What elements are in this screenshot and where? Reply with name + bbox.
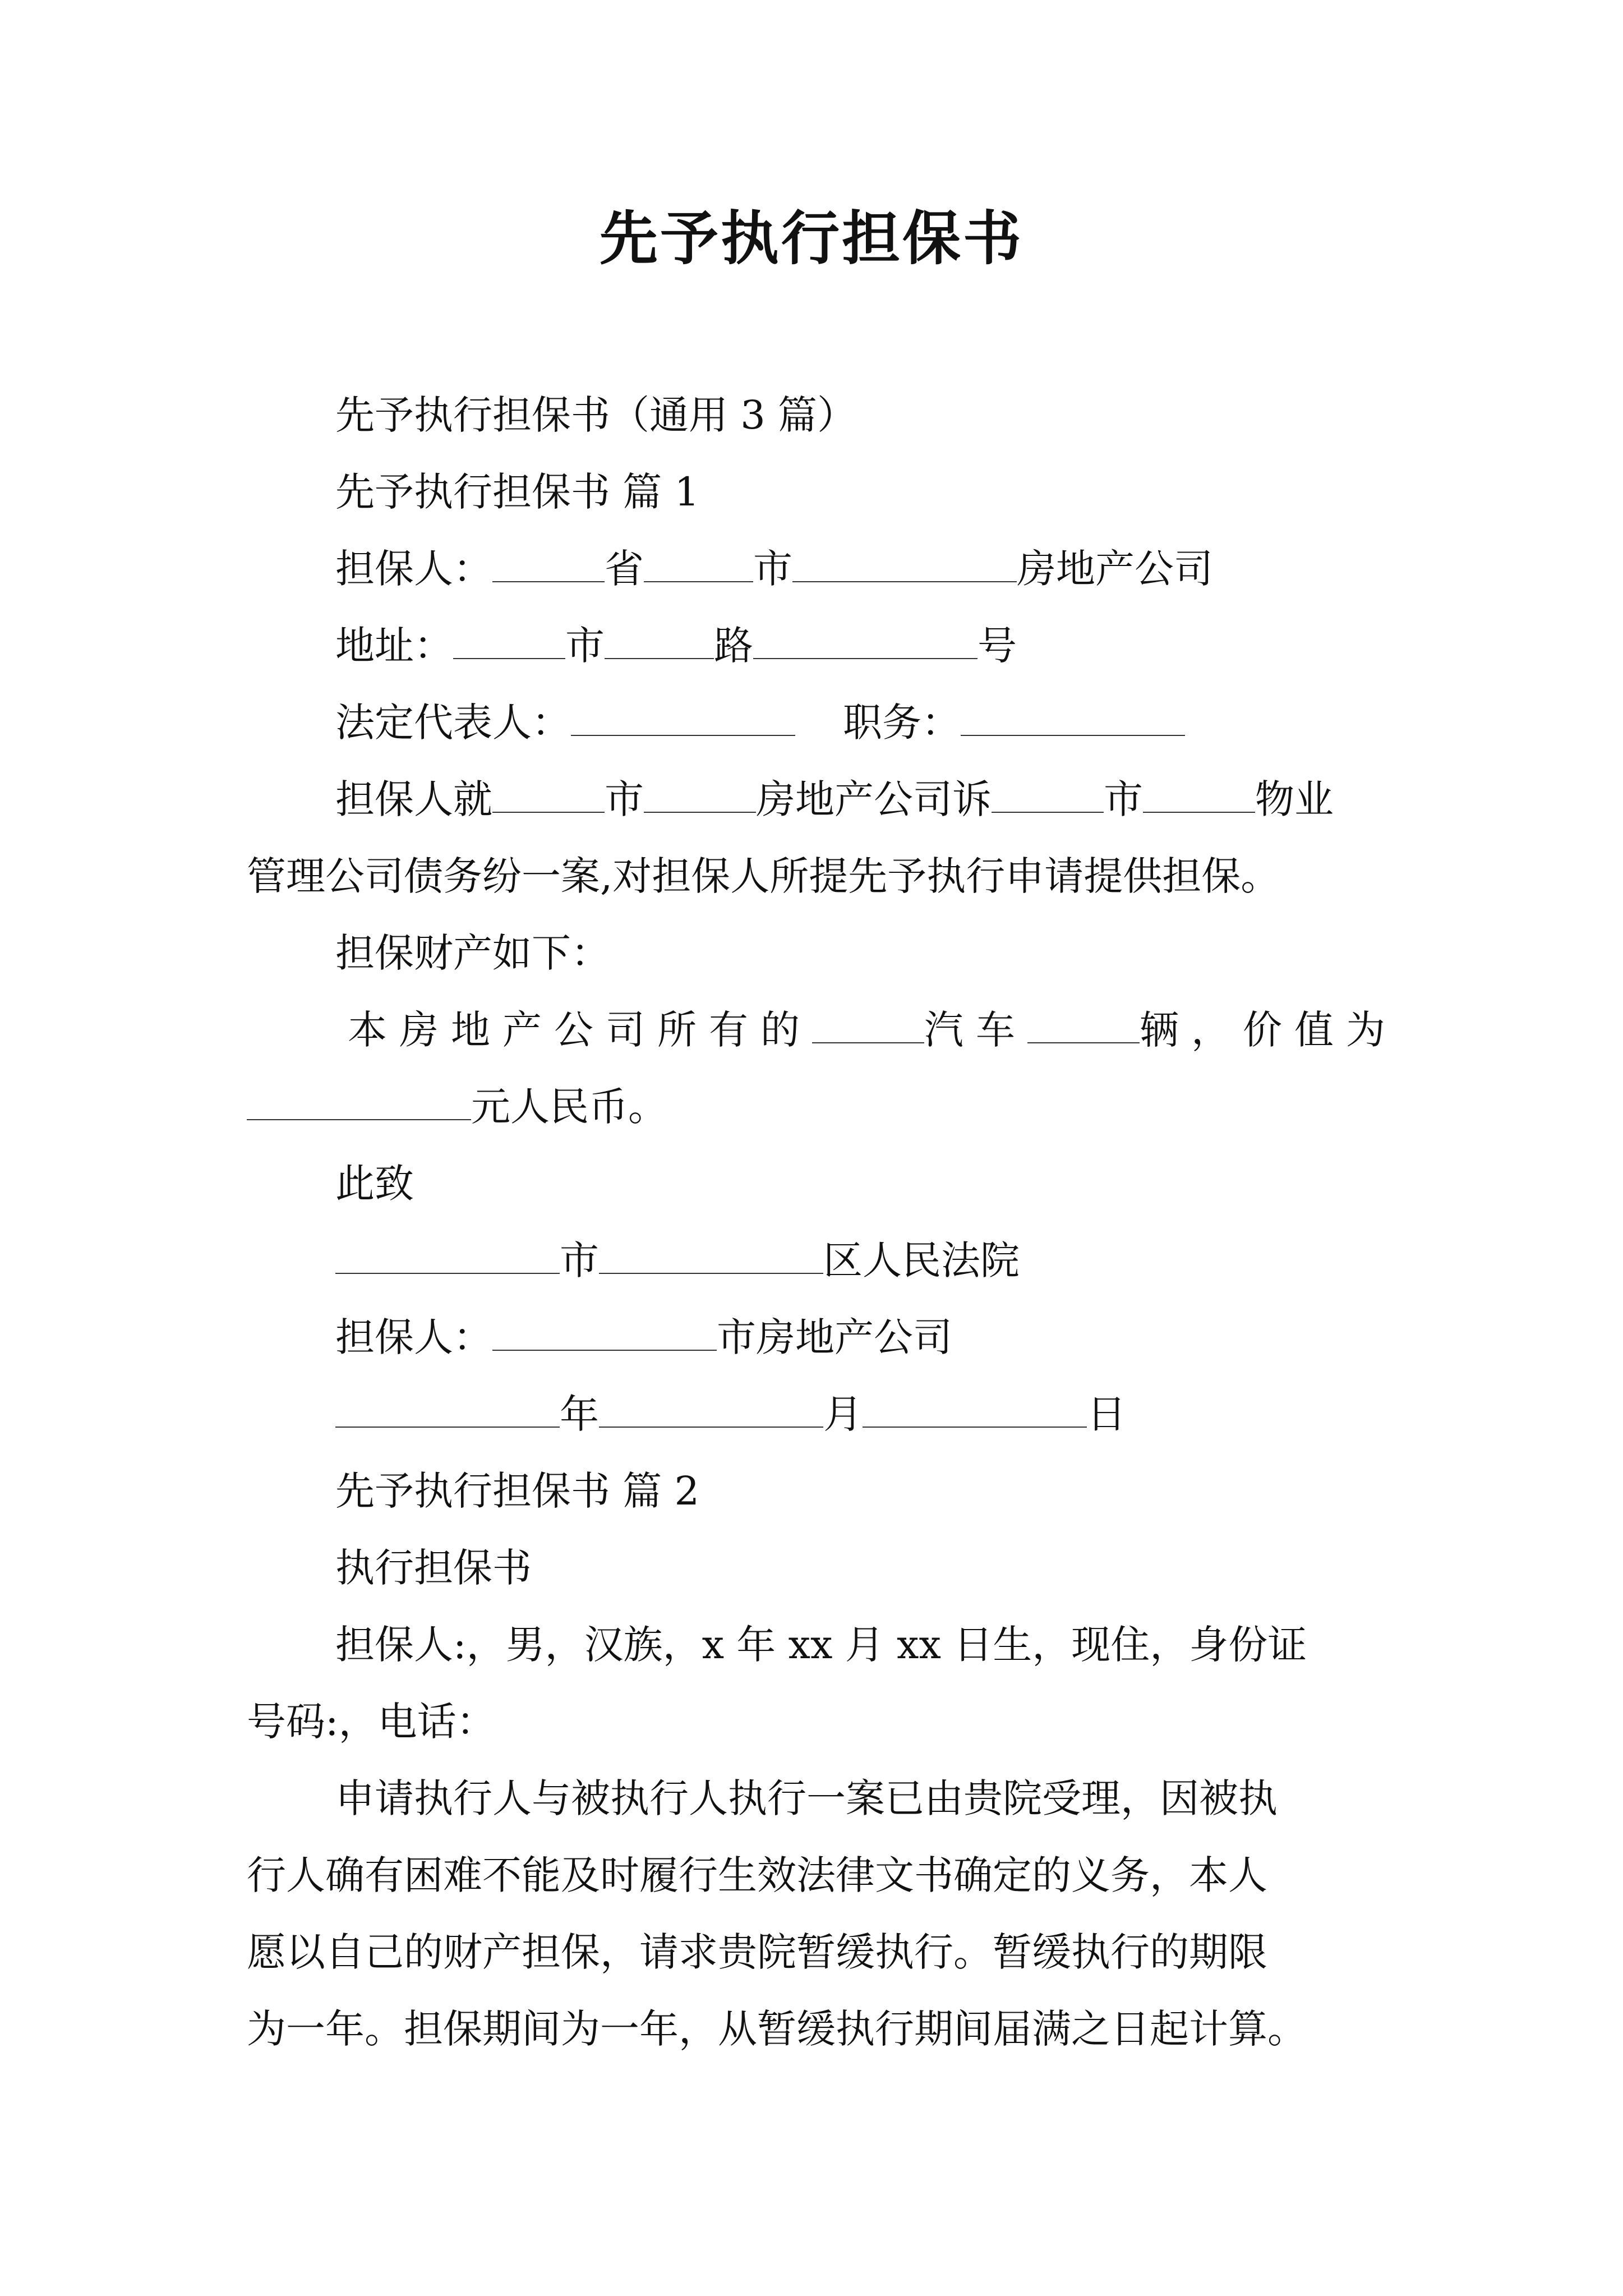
legal-rep-label: 法定代表人： bbox=[335, 700, 571, 746]
blank-field bbox=[492, 811, 605, 813]
case-text: 市 bbox=[605, 776, 644, 822]
blank-field bbox=[247, 1119, 471, 1120]
date-year: 年 bbox=[560, 1391, 599, 1437]
address-label: 地址： bbox=[335, 623, 453, 669]
blank-field bbox=[571, 734, 795, 736]
property-text: 汽车 bbox=[924, 1007, 1027, 1053]
part2-body-3: 愿以自己的财产担保，请求贵院暂缓执行。暂缓执行的期限 bbox=[247, 1929, 1267, 1975]
blank-field bbox=[792, 581, 1017, 582]
guarantor-line bbox=[335, 541, 1213, 597]
part1-heading: 先予执行担保书 篇 1 bbox=[335, 469, 700, 515]
part2-subheading: 执行担保书 bbox=[335, 1545, 532, 1591]
part2-body-1: 申请执行人与被执行人执行一案已由贵院受理，因被执 bbox=[335, 1775, 1278, 1821]
blank-field bbox=[453, 657, 565, 659]
position-label: 职务： bbox=[843, 700, 961, 746]
document-title: 先予执行担保书 bbox=[599, 204, 1023, 273]
part2-heading: 先予执行担保书 篇 2 bbox=[335, 1468, 700, 1514]
court-city: 市 bbox=[560, 1237, 599, 1283]
blank-field bbox=[812, 1042, 924, 1043]
property-line-1 bbox=[348, 1002, 1398, 1058]
case-text: 担保人就 bbox=[335, 776, 492, 822]
date-day: 日 bbox=[1087, 1391, 1126, 1437]
subtitle: 先予执行担保书（通用 3 篇） bbox=[335, 392, 857, 438]
blank-field bbox=[599, 1426, 823, 1428]
part2-guarantor-2: 号码:，电话： bbox=[247, 1699, 496, 1745]
blank-field bbox=[644, 811, 756, 813]
blank-field bbox=[335, 1272, 560, 1274]
sign-line bbox=[335, 1309, 952, 1365]
case-line-1 bbox=[335, 771, 1334, 827]
property-text: 本房地产公司所有的 bbox=[348, 1007, 812, 1053]
guarantor-province: 省 bbox=[605, 546, 644, 592]
date-line bbox=[335, 1386, 1126, 1442]
guarantor-label: 担保人： bbox=[335, 546, 492, 592]
sign-company: 市房地产公司 bbox=[717, 1314, 952, 1360]
legal-rep-line bbox=[335, 694, 1185, 751]
blank-field bbox=[992, 811, 1104, 813]
property-line-2 bbox=[247, 1079, 667, 1135]
sign-label: 担保人： bbox=[335, 1314, 492, 1360]
blank-field bbox=[605, 657, 714, 659]
blank-field bbox=[863, 1426, 1087, 1428]
blank-field bbox=[644, 581, 753, 582]
salutation: 此致 bbox=[335, 1161, 414, 1207]
address-city: 市 bbox=[565, 623, 605, 669]
part2-body-2: 行人确有困难不能及时履行生效法律文书确定的义务，本人 bbox=[247, 1852, 1267, 1898]
property-text: 辆，价值为 bbox=[1140, 1007, 1398, 1053]
blank-field bbox=[1143, 811, 1255, 813]
blank-field bbox=[961, 734, 1185, 736]
property-label: 担保财产如下： bbox=[335, 930, 610, 976]
part2-body-4: 为一年。担保期间为一年，从暂缓执行期间届满之日起计算。 bbox=[247, 2006, 1307, 2052]
blank-field bbox=[599, 1272, 823, 1274]
court-line bbox=[335, 1232, 1020, 1289]
property-text: 元人民币。 bbox=[471, 1084, 667, 1130]
guarantor-city: 市 bbox=[753, 546, 792, 592]
date-month: 月 bbox=[823, 1391, 863, 1437]
case-text: 物业 bbox=[1255, 776, 1334, 822]
address-line bbox=[335, 618, 1017, 674]
blank-field bbox=[1027, 1042, 1140, 1043]
guarantor-company: 房地产公司 bbox=[1017, 546, 1213, 592]
case-text: 市 bbox=[1104, 776, 1143, 822]
blank-field bbox=[753, 657, 978, 659]
part2-guarantor-1: 担保人:，男，汉族，x 年 xx 月 xx 日生，现住，身份证 bbox=[335, 1622, 1307, 1668]
case-line-2: 管理公司债务纷一案,对担保人所提先予执行申请提供担保。 bbox=[247, 853, 1280, 899]
address-road: 路 bbox=[714, 623, 753, 669]
blank-field bbox=[492, 1349, 717, 1351]
blank-field bbox=[335, 1426, 560, 1428]
case-text: 房地产公司诉 bbox=[756, 776, 992, 822]
blank-field bbox=[492, 581, 605, 582]
court-name: 区人民法院 bbox=[823, 1237, 1020, 1283]
address-no: 号 bbox=[978, 623, 1017, 669]
